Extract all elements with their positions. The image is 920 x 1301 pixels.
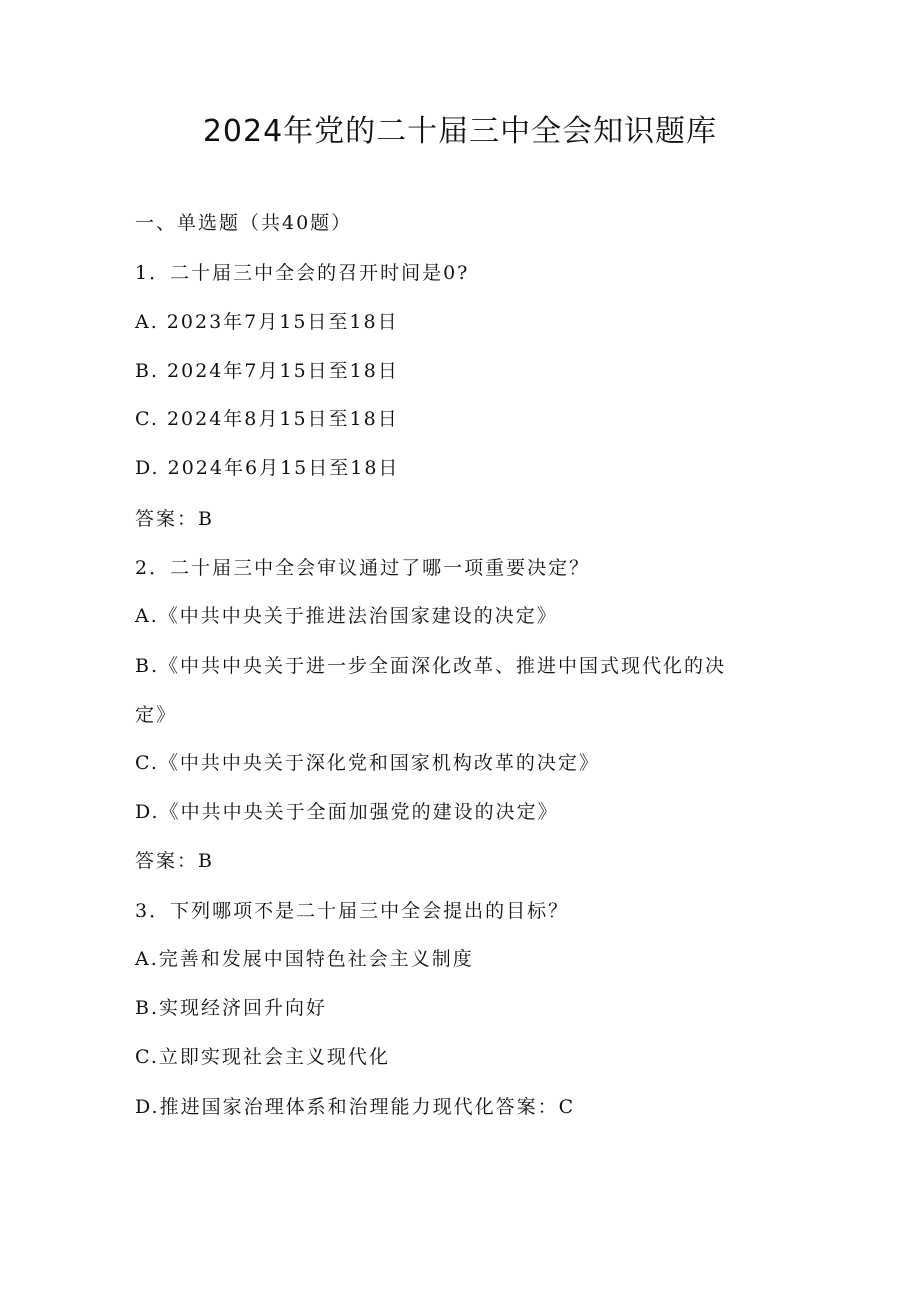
question-2-option-c: C.《中共中央关于深化党和国家机构改革的决定》: [135, 752, 600, 774]
question-1-option-a: A. 2023年7月15日至18日: [135, 311, 399, 333]
question-1-option-d: D. 2024年6月15日至18日: [135, 457, 400, 479]
question-1-option-b: B. 2024年7月15日至18日: [135, 360, 399, 382]
document-title: 2024年党的二十届三中全会知识题库: [202, 114, 718, 149]
question-3-option-c: C.立即实现社会主义现代化: [135, 1046, 390, 1068]
question-1-option-c: C. 2024年8月15日至18日: [135, 408, 399, 430]
question-1-answer: 答案：B: [135, 508, 214, 530]
question-2-option-b: B.《中共中央关于进一步全面深化改革、推进中国式现代化的决: [135, 655, 727, 677]
question-2-option-d: D.《中共中央关于全面加强党的建设的决定》: [135, 801, 559, 823]
section-heading: 一、单选题（共40题）: [135, 212, 353, 234]
question-3-option-b: B.实现经济回升向好: [135, 997, 328, 1019]
question-2-stem: 2．二十届三中全会审议通过了哪一项重要决定？: [135, 557, 591, 579]
question-2-option-a: A.《中共中央关于推进法治国家建设的决定》: [135, 605, 558, 627]
question-3-option-a: A.完善和发展中国特色社会主义制度: [135, 948, 474, 970]
question-3-stem: 3．下列哪项不是二十届三中全会提出的目标？: [135, 900, 570, 922]
question-2-answer: 答案：B: [135, 850, 214, 872]
question-2-option-b-continued: 定》: [135, 704, 178, 726]
question-3-option-d-with-answer: D.推进国家治理体系和治理能力现代化答案：C: [135, 1096, 576, 1118]
question-1-stem: 1．二十届三中全会的召开时间是0?: [135, 262, 470, 284]
